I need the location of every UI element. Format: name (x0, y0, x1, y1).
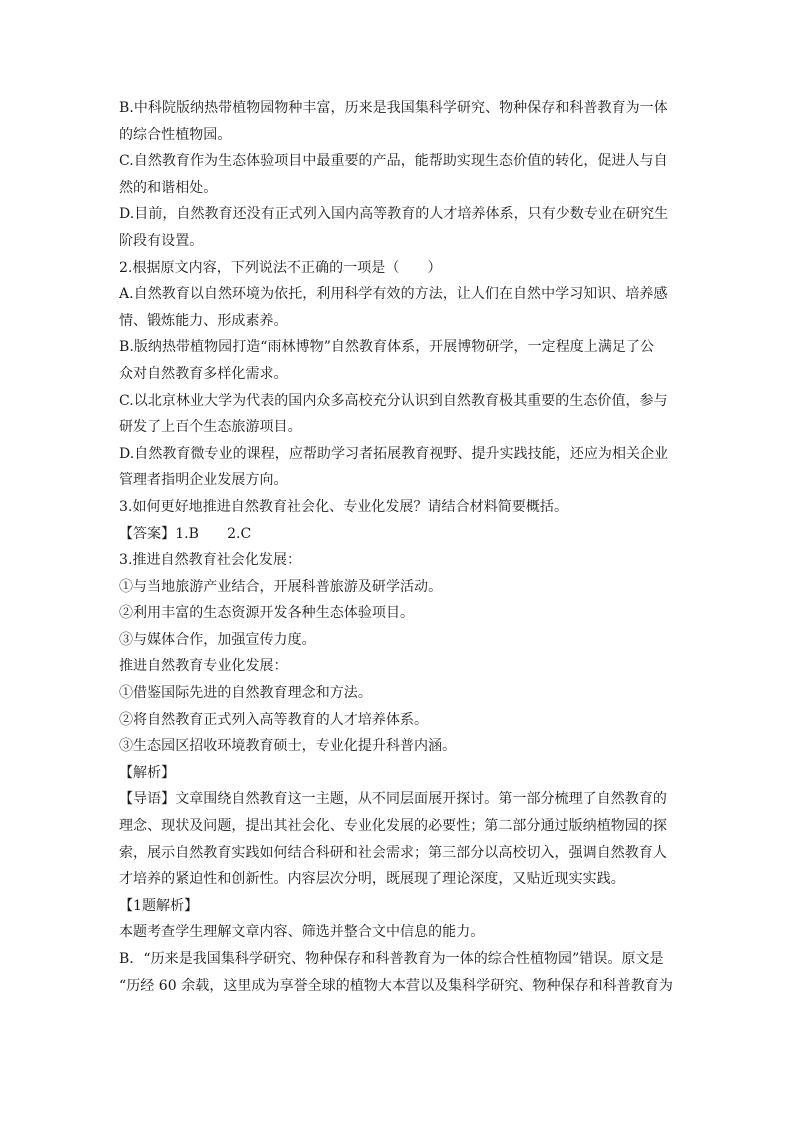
text-line: ①与当地旅游产业结合，开展科普旅游及研学活动。 (119, 578, 443, 595)
text-line: 才培养的紧迫性和创新性。内容层次分明，既展现了理论深度，又贴近现实实践。 (119, 871, 625, 888)
text-line: 本题考查学生理解文章内容、筛选并整合文中信息的能力。 (119, 924, 485, 941)
text-line: 然的和谐相处。 (119, 179, 218, 196)
text-line: C.以北京林业大学为代表的国内众多高校充分认识到自然教育极其重要的生态价值，参与 (119, 392, 668, 409)
analysis-heading: 【解析】 (119, 764, 176, 781)
text-line: B.版纳热带植物园打造“雨林博物”自然教育体系，开展博物研学，一定程度上满足了公 (119, 339, 655, 356)
text-line: ①借鉴国际先进的自然教育理念和方法。 (119, 685, 372, 702)
text-line: ②利用丰富的生态资源开发各种生态体验项目。 (119, 605, 415, 622)
document-body (119, 95, 679, 999)
question-1-analysis-heading: 【1题解析】 (119, 897, 199, 914)
text-line: C.自然教育作为生态体验项目中最重要的产品，能帮助实现生态价值的转化，促进人与自 (119, 153, 668, 170)
question-3-stem: 3.如何更好地推进自然教育社会化、专业化发展？请结合材料简要概括。 (119, 498, 569, 515)
text-line: 众对自然教育多样化需求。 (119, 365, 288, 382)
question-2-stem: 2.根据原文内容，下列说法不正确的一项是（ ） (119, 259, 442, 276)
text-line: 【导语】文章围绕自然教育这一主题，从不同层面展开探讨。第一部分梳理了自然教育的 (119, 791, 667, 808)
text-line: ③生态园区招收环境教育硕士，专业化提升科普内涵。 (119, 738, 457, 755)
answer-heading: 【答案】1.B 2.C (119, 525, 252, 542)
text-line: 3.推进自然教育社会化发展： (119, 552, 302, 569)
text-line: 研发了上百个生态旅游项目。 (119, 419, 302, 436)
text-line: 阶段有设置。 (119, 232, 204, 249)
text-line: D.目前，自然教育还没有正式列入国内高等教育的人才培养体系，只有少数专业在研究生 (119, 206, 669, 223)
text-line: 索，展示自然教育实践如何结合科研和社会需求；第三部分以高校切入，强调自然教育人 (119, 844, 667, 861)
text-line: 情、锻炼能力、形成素养。 (119, 312, 288, 329)
text-line: 推进自然教育专业化发展： (119, 658, 288, 675)
text-line: 管理者指明企业发展方向。 (119, 472, 288, 489)
text-line: B.中科院版纳热带植物园物种丰富，历来是我国集科学研究、物种保存和科普教育为一体 (119, 100, 668, 116)
text-line: “历经 60 余载，这里成为享誉全球的植物大本营以及集科学研究、物种保存和科普教育为 (119, 977, 673, 994)
text-line: ②将自然教育正式列入高等教育的人才培养体系。 (119, 711, 429, 728)
text-line: B．“历来是我国集科学研究、物种保存和科普教育为一体的综合性植物园”错误。原文是 (119, 951, 664, 967)
text-line: 理念、现状及问题，提出其社会化、专业化发展的必要性；第二部分通过版纳植物园的探 (119, 818, 667, 835)
text-line: ③与媒体合作，加强宣传力度。 (119, 631, 316, 648)
text-line: D.自然教育微专业的课程，应帮助学习者拓展教育视野、提升实践技能，还应为相关企业 (119, 445, 669, 462)
text-line: A.自然教育以自然环境为依托，利用科学有效的方法，让人们在自然中学习知识、培养感 (119, 286, 668, 303)
text-line: 的综合性植物园。 (119, 126, 232, 143)
